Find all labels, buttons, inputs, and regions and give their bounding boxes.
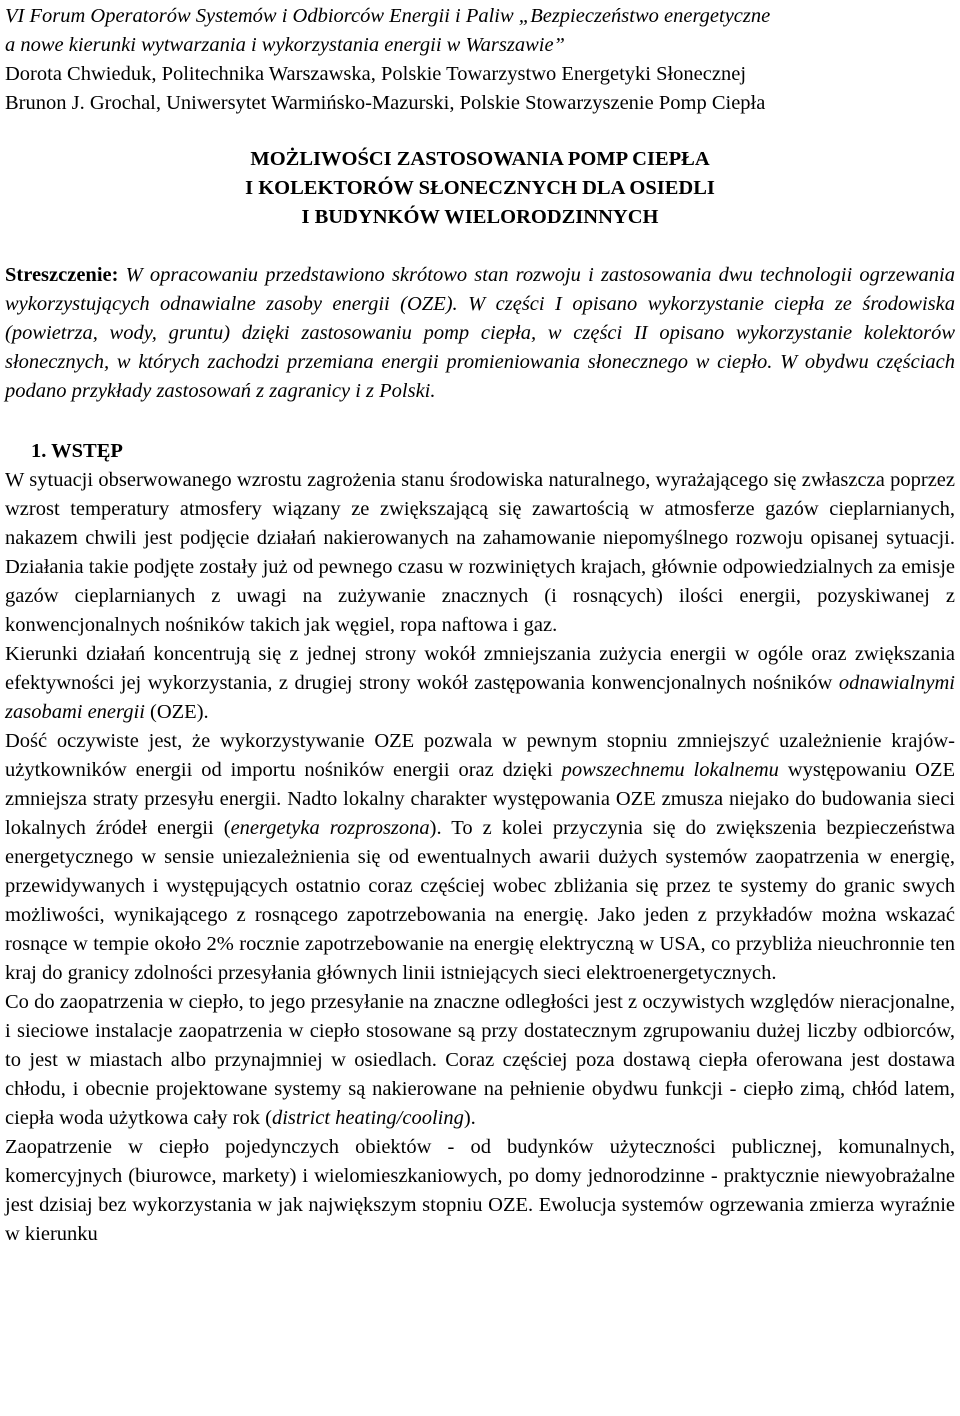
paragraph-3-emphasis-2: energetyka rozproszona	[230, 817, 430, 839]
conference-header	[5, 2, 955, 118]
paragraph-4-emphasis: district heating/cooling	[271, 1107, 464, 1129]
author-line-2: Brunon J. Grochal, Uniwersytet Warmińsko-Mazurski, Polskie Stowarzyszenie Pomp Ciepła	[5, 92, 766, 114]
paragraph-2	[5, 640, 955, 727]
abstract-text: W opracowaniu przedstawiono skrótowo stan rozwoju i zastosowania dwu technologii ogrzewania wykorzystujących odnawialne zasoby energii (OZE). W części I opisano wykorzystanie ciepła ze środowiska (powietrza, wody, gruntu) dzięki zastosowaniu pomp ciepła, w części II opisano wykorzystanie kolektorów słonecznych, w których zachodzi przemiana energii promieniowania słonecznego w ciepło. W obydwu częściach podano przykłady zastosowań z zagranicy i z Polski.	[5, 264, 955, 402]
paragraph-3-emphasis-1: powszechnemu lokalnemu	[561, 759, 779, 781]
paper-title-line-1: MOŻLIWOŚCI ZASTOSOWANIA POMP CIEPŁA	[250, 148, 710, 170]
paragraph-2-text-b: (OZE).	[144, 701, 209, 723]
abstract-label: Streszczenie:	[5, 264, 119, 286]
paragraph-3-text-c: ). To z kolei przyczynia się do zwiększenia bezpieczeństwa energetycznego w sensie uniezależnienia się od ewentualnych awarii dużych systemów zaopatrzenia w energię, przewidywanych i występujących ostatnio coraz częściej wobec zbliżania się przez te systemy do granic swych możliwości, wynikającego z rosnącego zapotrzebowania na energię. Jako jeden z przykładów można wskazać rosnące w tempie około 2% rocznie zapotrzebowanie na energię elektryczną w USA, co przybliża nieuchronnie ten kraj do granicy zdolności przesyłania głównych linii istniejących sieci elektroenergetycznych.	[5, 817, 956, 984]
paragraph-1: W sytuacji obserwowanego wzrostu zagrożenia stanu środowiska naturalnego, wyrażającego się zwłaszcza poprzez wzrost temperatury atmosfery wiązany ze zwiększającą się zawartością w atmosferze gazów cieplarnianych, nakazem chwili jest podjęcie działań nakierowanych na zahamowanie niepomyślnego rozwoju opisanej sytuacji. Działania takie podjęte zostały już od pewnego czasu w rozwiniętych krajach, głównie odpowiedzialnych za emisje gazów cieplarnianych z uwagi na zużywanie znacznych (i rosnących) ilości energii, pozyskiwanej z konwencjonalnych nośników takich jak węgiel, ropa naftowa i gaz.	[5, 469, 955, 636]
section-heading: 1. WSTĘP	[31, 440, 123, 462]
paragraph-4-text-b: ).	[463, 1107, 476, 1129]
paragraph-2-emphasis: odnawialnymi zasobami energii	[5, 672, 955, 723]
paper-title-line-2: I KOLEKTORÓW SŁONECZNYCH DLA OSIEDLI	[245, 177, 715, 199]
paper-title	[5, 145, 955, 232]
author-line-1: Dorota Chwieduk, Politechnika Warszawska, Polskie Towarzystwo Energetyki Słonecznej	[5, 63, 747, 85]
abstract	[5, 261, 955, 406]
paragraph-3-text-a: Dość oczywiste jest, że wykorzystywanie OZE pozwala w pewnym stopniu zmniejszyć uzależnienie krajów-użytkowników energii od importu nośników energii oraz dzięki	[5, 730, 955, 781]
paragraph-4	[5, 988, 955, 1133]
conference-title-line-2: a nowe kierunki wytwarzania i wykorzystania energii w Warszawie”	[5, 34, 565, 56]
paragraph-4-text-a: Co do zaopatrzenia w ciepło, to jego przesyłanie na znaczne odległości jest z oczywistych względów nieracjonalne, i sieciowe instalacje zaopatrzenia w ciepło stosowane są przy dostatecznym zgrupowaniu dużej liczby odbiorców, to jest w miastach albo przynajmniej w osiedlach. Coraz częściej poza dostawą ciepła oferowana jest dostawa chłodu, i obecnie projektowane systemy są nakierowane na pełnienie obydwu funkcji - ciepło zimą, chłód latem, ciepła woda użytkowa cały rok (	[5, 991, 955, 1129]
paragraph-2-text-a: Kierunki działań koncentrują się z jednej strony wokół zmniejszania zużycia energii w ogóle oraz zwiększania efektywności jej wykorzystania, z drugiej strony wokół zastępowania konwencjonalnych nośników	[5, 643, 955, 694]
paragraph-5: Zaopatrzenie w ciepło pojedynczych obiektów - od budynków użyteczności publicznej, komunalnych, komercyjnych (biurowce, markety) i wielomieszkaniowych, po domy jednorodzinne - praktycznie niewyobrażalne jest dzisiaj bez wykorzystania w jak największym stopniu OZE. Ewolucja systemów ogrzewania zmierza wyraźnie w kierunku	[5, 1136, 955, 1245]
paragraph-3-text-b: występowaniu OZE zmniejsza straty przesyłu energii. Nadto lokalny charakter występowania OZE zmusza niejako do budowania sieci lokalnych źródeł energii (	[5, 759, 955, 839]
paper-title-line-3: I BUDYNKÓW WIELORODZINNYCH	[301, 206, 659, 228]
conference-title-line-1: VI Forum Operatorów Systemów i Odbiorców Energii i Paliw „Bezpieczeństwo energetyczne	[5, 5, 771, 27]
paragraph-3	[5, 727, 955, 988]
